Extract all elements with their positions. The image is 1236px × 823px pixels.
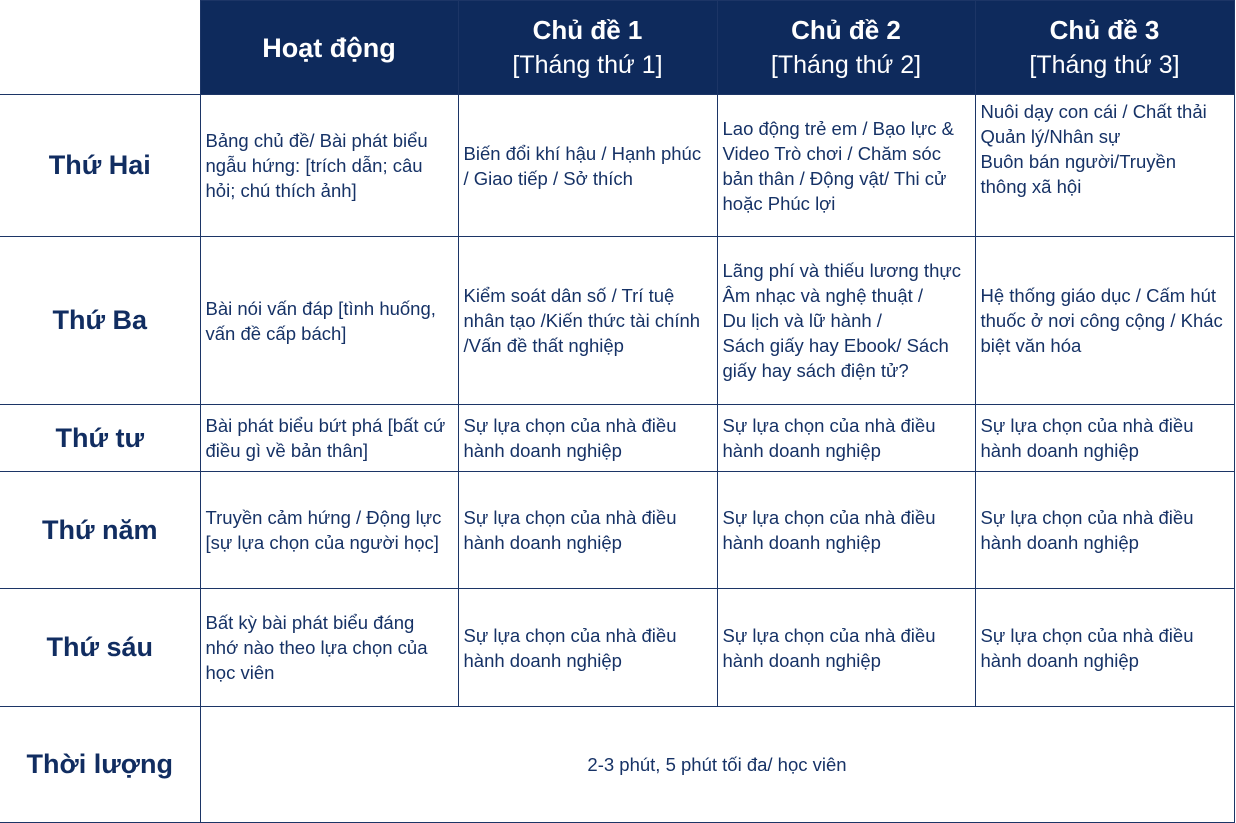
topic-3-title: Chủ đề 3 (1049, 14, 1160, 45)
activity-cell: Truyền cảm hứng / Động lực [sự lựa chọn của người học] (200, 472, 458, 589)
day-label: Thứ sáu (0, 589, 200, 707)
topic-3-cell: Sự lựa chọn của nhà điều hành doanh nghiệp (975, 405, 1234, 472)
topic-2-line: Du lịch và lữ hành / (722, 310, 882, 331)
table-row (0, 405, 1234, 472)
corner-cell (0, 1, 200, 95)
topic-2-cell: Sự lựa chọn của nhà điều hành doanh nghiệp (717, 589, 975, 707)
topic-3-cell: Sự lựa chọn của nhà điều hành doanh nghiệp (975, 472, 1234, 589)
topic-2-cell (717, 237, 975, 405)
table-row (0, 237, 1234, 405)
activity-cell: Bất kỳ bài phát biểu đáng nhớ nào theo lựa chọn của học viên (200, 589, 458, 707)
topic-2-cell: Sự lựa chọn của nhà điều hành doanh nghiệp (717, 472, 975, 589)
topic-2-line: Âm nhạc và nghệ thuật / (722, 285, 924, 306)
header-row (0, 1, 1234, 95)
topic-3-line: Quản lý/Nhân sự (980, 126, 1121, 147)
topic-3-cell (975, 95, 1234, 237)
activity-header (200, 1, 458, 95)
topic-3-header (975, 1, 1234, 95)
table-row (0, 95, 1234, 237)
topic-3-line: Nuôi dạy con cái / Chất thải (980, 101, 1207, 122)
table-row (0, 472, 1234, 589)
topic-2-line: Lãng phí và thiếu lương thực (722, 260, 961, 281)
duration-row (0, 707, 1234, 823)
topic-2-title: Chủ đề 2 (791, 14, 901, 45)
topic-1-month: [Tháng thứ 1] (512, 50, 663, 79)
day-label: Thứ Hai (0, 95, 200, 237)
activity-header-label: Hoạt động (262, 32, 396, 63)
topic-2-header (717, 1, 975, 95)
topic-2-cell: Sự lựa chọn của nhà điều hành doanh nghiệp (717, 405, 975, 472)
activity-cell: Bảng chủ đề/ Bài phát biểu ngẫu hứng: [trích dẫn; câu hỏi; chú thích ảnh] (200, 95, 458, 237)
topic-1-cell: Sự lựa chọn của nhà điều hành doanh nghiệp (458, 405, 717, 472)
topic-2-cell: Lao động trẻ em / Bạo lực & Video Trò chơi / Chăm sóc bản thân / Động vật/ Thi cử hoặc Phúc lợi (717, 95, 975, 237)
duration-value: 2-3 phút, 5 phút tối đa/ học viên (200, 707, 1234, 823)
topic-2-month: [Tháng thứ 2] (770, 50, 922, 79)
topic-1-cell: Sự lựa chọn của nhà điều hành doanh nghiệp (458, 472, 717, 589)
topic-3-month: [Tháng thứ 3] (1029, 50, 1180, 79)
topic-1-cell: Sự lựa chọn của nhà điều hành doanh nghiệp (458, 589, 717, 707)
topic-3-line: Buôn bán người/Truyền thông xã hội (980, 151, 1177, 197)
topic-3-cell: Sự lựa chọn của nhà điều hành doanh nghiệp (975, 589, 1234, 707)
activity-cell: Bài phát biểu bứt phá [bất cứ điều gì về bản thân] (200, 405, 458, 472)
topic-2-line: Sách giấy hay Ebook/ Sách giấy hay sách điện tử? (722, 335, 949, 381)
day-label: Thứ Ba (0, 237, 200, 405)
topic-1-cell: Biến đổi khí hậu / Hạnh phúc / Giao tiếp / Sở thích (458, 95, 717, 237)
table-row (0, 589, 1234, 707)
activity-cell: Bài nói vấn đáp [tình huống, vấn đề cấp bách] (200, 237, 458, 405)
topic-3-cell: Hệ thống giáo dục / Cấm hút thuốc ở nơi công cộng / Khác biệt văn hóa (975, 237, 1234, 405)
day-label: Thứ năm (0, 472, 200, 589)
topic-1-title: Chủ đề 1 (532, 14, 643, 45)
topic-1-cell: Kiểm soát dân số / Trí tuệ nhân tạo /Kiến thức tài chính /Vấn đề thất nghiệp (458, 237, 717, 405)
topic-1-header (458, 1, 717, 95)
duration-label: Thời lượng (0, 707, 200, 823)
day-label: Thứ tư (0, 405, 200, 472)
